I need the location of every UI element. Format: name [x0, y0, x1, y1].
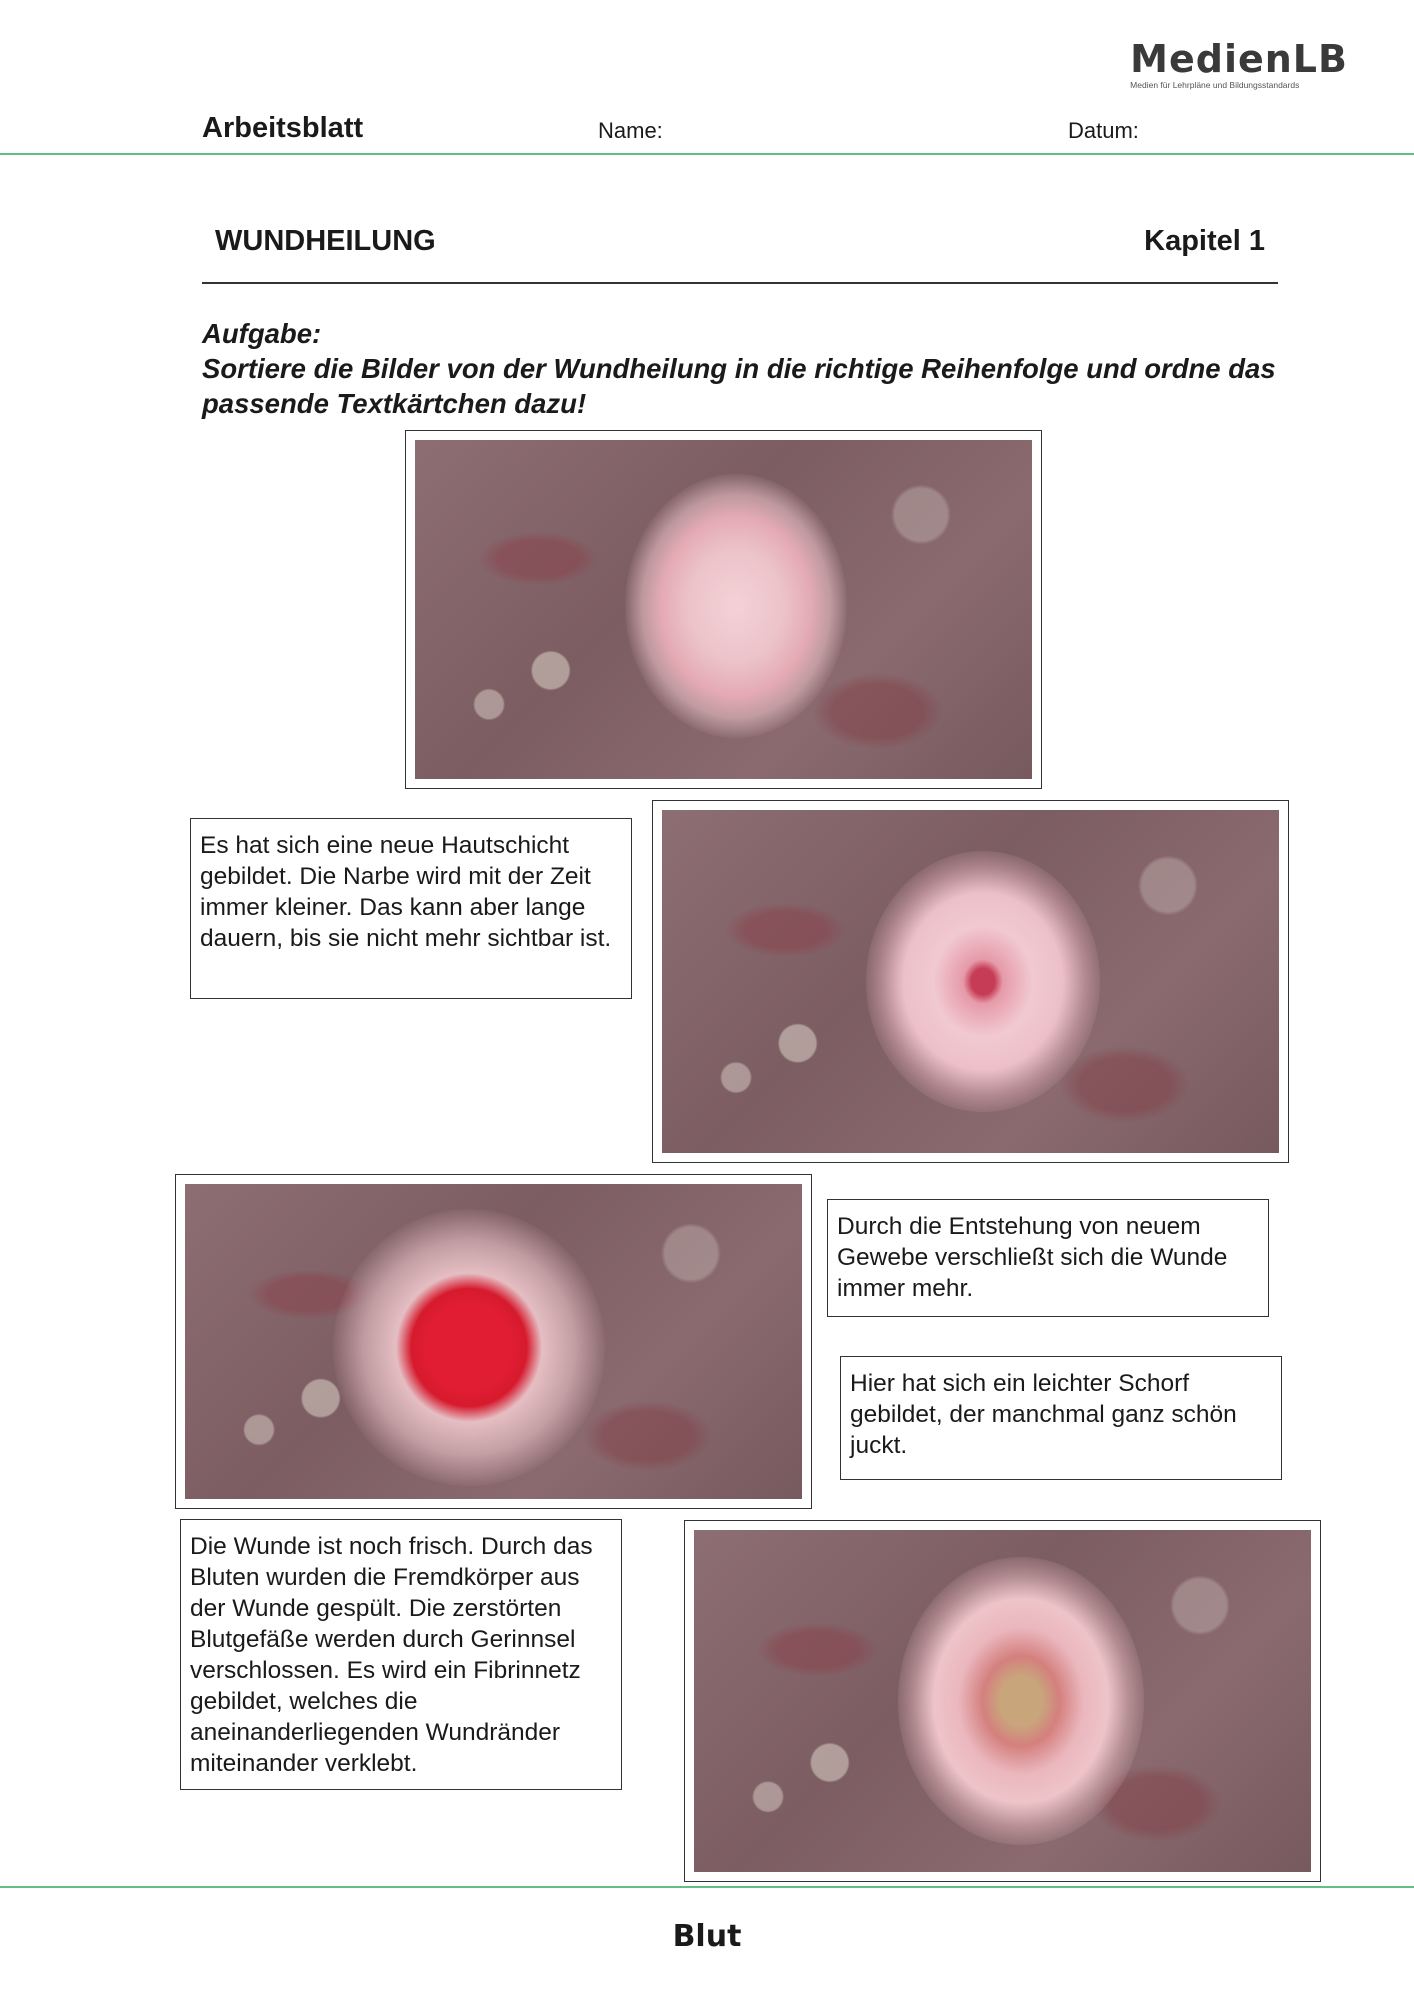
card-text: Durch die Entstehung von neuem Gewebe verschließt sich die Wunde immer mehr.: [837, 1213, 1228, 1302]
footer-divider: [0, 1886, 1414, 1888]
card-text: Die Wunde ist noch frisch. Durch das Bluten wurden die Fremdkörper aus der Wunde gespült. Die zerstörten Blutgefäße werden durch Gerinnsel verschlossen. Es wird ein Fibrinnetz gebildet, welches die aneinanderliegenden Wundränder miteinander verklebt.: [190, 1533, 593, 1777]
task-instruction: Sortiere die Bilder von der Wundheilung in die richtige Reihenfolge und ordne das passende Textkärtchen dazu!: [202, 353, 1276, 419]
card-text: Hier hat sich ein leichter Schorf gebildet, der manchmal ganz schön juckt.: [850, 1370, 1237, 1459]
wound-photo-1: [405, 430, 1042, 789]
text-card-2: [827, 1199, 1269, 1317]
wound-photo-4: [684, 1520, 1321, 1882]
fresh-wound-image: [185, 1184, 802, 1499]
wound-photo-3: [175, 1174, 812, 1509]
header-divider: [0, 153, 1414, 155]
date-label: Datum:: [1068, 118, 1139, 143]
wound-photo-2: [652, 800, 1289, 1163]
worksheet-title: Arbeitsblatt: [202, 112, 364, 144]
footer-title: Blut: [672, 1919, 742, 1954]
new-tissue-image: [662, 810, 1279, 1153]
logo-tagline: Medien für Lehrpläne und Bildungsstandards: [1130, 80, 1300, 90]
scab-image: [694, 1530, 1311, 1872]
text-card-3: [840, 1356, 1282, 1480]
text-card-4: [180, 1519, 622, 1790]
medienlb-logo: [1130, 37, 1348, 90]
text-card-1: [190, 818, 632, 999]
chapter-divider: [202, 282, 1278, 284]
healed-scar-image: [415, 440, 1032, 779]
chapter-title: WUNDHEILUNG: [215, 225, 436, 257]
chapter-number: Kapitel 1: [1144, 225, 1265, 257]
logo-name: MedienLB: [1130, 37, 1348, 81]
task-block: [202, 316, 1302, 421]
task-heading: Aufgabe:: [202, 318, 322, 349]
card-text: Es hat sich eine neue Hautschicht gebildet. Die Narbe wird mit der Zeit immer kleiner. Das kann aber lange dauern, bis sie nicht mehr sichtbar ist.: [200, 832, 612, 952]
name-label: Name:: [598, 118, 663, 143]
